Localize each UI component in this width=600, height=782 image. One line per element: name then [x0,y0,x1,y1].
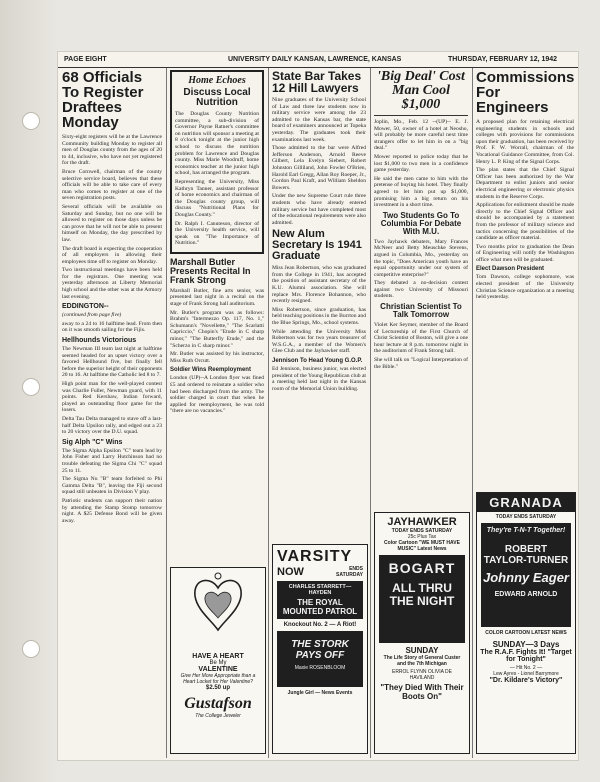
column-5 [476,70,574,490]
ad-film-desc: The Life Story of General Custer and the 7th Michigan [383,655,461,667]
article-paragraph: Miss Jean Robertson, who was graduated from the College in 1941, has accepted the position of assistant secretary of the K.U. Alumni association. She will replace Mrs. Florence Bohannon, who recently resigned. [272,265,366,305]
ad-hit: — Hit No. 2 — [509,665,543,671]
subhead-dawson: Elect Dawson President [476,266,545,273]
ad-tagline: They're T-N-T Together! [486,527,566,534]
headline-state-bar: State Bar Takes 12 Hill Lawyers [272,70,362,95]
ad-price: 25c Plus Tax [407,534,437,540]
column-rule [268,68,269,758]
heart-locket-icon [171,568,265,648]
article-paragraph: Mr. Butler was assisted by his instructor, Miss Ruth Orcutt. [170,351,264,364]
binder-hole [22,378,40,396]
article-paragraph: Mower reported to police today that he lost $1,000 to two men in a confidence game yesterday. [374,153,468,174]
headline-recital: Marshall Butler Presents Recital In Frank Strong [170,256,251,285]
subhead-eddington: EDDINGTON-- [62,303,109,311]
article-paragraph: They debated a no-decision contest against two University of Missouri students. [374,280,468,300]
article-paragraph: Miss Robertson, since graduation, has held teaching positions in the Burrton and the Blue Springs, Mo., school systems. [272,306,366,327]
article-paragraph: Sixty-eight registers will be at the Lawrence Community building Monday to register all men of Douglas county from the ages of 20 to 44, inclusive, who have not yet registered for the draft. [62,134,162,167]
article-paragraph: The Sigma Nu "B" team forfeited to Phi Gamma Delta "B", leaving the Fiji second squad still unbeaten in Division V play. [62,476,162,496]
header-rule [58,67,578,68]
ad-film-title: "They Died With Their Boots On" [380,683,464,701]
ad-film-title: The R.A.F. Fights It! "Target for Tonight" [480,649,572,663]
article-paragraph: Nine graduates of the University School of Law and three law students now in military service were among the 23 admitted to the Kansas bar, the state board of examiners announced at Topeka yesterday. The graduates took their examinations last week. [272,97,366,143]
article-paragraph: She will talk on "Logical Interpretation of the Bible." [374,357,468,370]
article-paragraph: Joplin, Mo., Feb. 12 --(UP)-- E. J. Mower, 50, owner of a hotel at Neosho, will probably be more careful next time strangers offer to let him in on a "big deal." [374,119,468,152]
headline-christian-scientist: Christian Scientist To Talk Tomorrow [380,302,462,320]
article-paragraph: The Sigma Alpha Epsilon "C" team lead by John Fisher and Larry Hutchinson had no trouble defeating the Sigma Chi "C" squad 25 to 11. [62,447,162,474]
column-rule [166,68,167,758]
ad-film-title: "Dr. Kildare's Victory" [489,677,563,684]
subhead-soldier: Soldier Wins Reemployment [170,367,251,374]
home-echoes-box [170,70,264,254]
ad-price: $2.50 up [205,685,230,691]
ad-sunday: SUNDAY [405,646,439,655]
issue-date: THURSDAY, FEBRUARY 12, 1942 [448,56,558,63]
binder-hole [22,640,40,658]
subhead-sig-alph: Sig Alph "C" Wins [62,438,123,446]
masthead-line: UNIVERSITY DAILY KANSAN, LAWRENCE, KANSAS [228,56,402,63]
headline-commissions: Commissions For Engineers [476,70,574,116]
article-paragraph: Two Jayhawk debaters, Mary Frances McNeer and Betty Meuschke Stevens, argued in Columbia, Mo., yesterday on the topic, "Does American youth have an equal opportunity under our system of competitive enterprise?" [374,238,468,278]
column-rule [370,68,371,758]
article-paragraph: The Douglas County Nutrition committee, a sub-division of Governor Payne Ratner's committee on nutrition will sponsor a meeting at 8 o'clock tonight at the junior high school to discuss the nutrition problem for Lawrence and Douglas county. Miss Marie Woodruff, home economics teacher at the junior high school, has arranged the program. [175,111,259,177]
ad-film-second: Knockout No. 2 — A Riot! [283,622,357,628]
headline-big-deal: 'Big Deal' Cost Man Cool $1,000 [374,70,468,116]
continued-note: (continued from page five) [62,312,122,319]
theater-name: JAYHAWKER [387,516,457,528]
column-3 [272,70,366,540]
ad-stars: CHARLES STARRETT—HAYDEN [288,584,352,596]
ad-shorts: Jungle Girl — News Events [287,690,353,696]
article-paragraph: The Newman III team last night at halftime seemed headed for an upset victory over a favored Hellhound five, but finally fell before the superior height of their opponents 20 to 16. At halftime the Catholic led 8 to 7. [62,346,162,379]
box-headline: Discuss Local Nutrition [183,87,251,108]
ad-ends: ENDS SATURDAY [336,566,363,578]
article-paragraph: Those admitted to the bar were Alfred Jefferson Anderson, Arnold Reeve Gilbert, Lela Evelyn Siebert, Robert Johnston Gilliland, John Fowler O'Brien, Harold Earl Gregg, Allan Roy Roeper, Jr., Gordon Paul Kraft, and William Sheldon Bowers. [272,145,366,191]
varsity-ad [272,544,368,754]
article-paragraph: Patriotic students can support their nation by attending the Stamp Stomp tomorrow night. A $25 Defense Bond will be given away. [62,497,162,524]
ad-film-title: ALL THRU THE NIGHT [389,581,455,609]
jayhawker-ad [374,512,470,754]
article-paragraph: The plan states that the Chief Signal Officer has been authorized by the War Department to enlist juniors and senior electrical engineering or electronic physics students in the Reserve Corps. [476,167,574,200]
ad-line: VALENTINE [198,666,238,673]
ad-now: NOW [277,566,304,578]
article-paragraph: A proposed plan for retaining electrical engineering students in schools and colleges with provisions for commissions upon their graduation, has been received by Prof. F. W. Worrall, chairman of the Vocational Guidance Committee, from Col. Henry L. P. King of the Signal Corps. [476,119,574,165]
gustafson-ad [170,567,266,754]
ad-stars: ERROL FLYNN OLIVIA DE HAVILAND [391,669,453,681]
article-paragraph: Under the new Supreme Court rule three students who have already entered military service but have completed most of the educational requirements were also admitted. [272,193,366,226]
ad-line: Be My [209,660,227,666]
box-kicker: Home Echoes [188,75,246,86]
ad-star: BOGART [388,560,456,576]
ad-cartoon: Color Cartoon "WE MUST HAVE MUSIC" Latest News [384,540,460,552]
article-paragraph: Ed Jennison, business junior, was elected president of the Young Republican club at a meeting held last night in the Kansas room of the Memorial Union building. [272,366,366,392]
article-paragraph: While attending the University Miss Robertson was for two years treasurer of W.S.G.A., a member of the Women's Glee Club and the Jayhawker staff. [272,328,366,355]
headline-alum-secretary: New Alum Secretary Is 1941 Graduate [272,228,362,263]
ad-line: HAVE A HEART [192,653,244,660]
article-paragraph: Representing the University, Miss Kathryn Tanner, assistant professor of home economics and chairman of the Douglas county group, will discuss "Nutritional Plans for Douglas County." [175,178,259,218]
column-4 [374,70,468,510]
ad-tagline: The College Jeweler [195,713,241,719]
ad-stars: Maxie ROSENBLOOM [294,665,346,671]
article-paragraph: Marshall Butler, fine arts senior, was presented last night in a recital on the stage of Frank Strong hall auditorium. [170,287,264,308]
article-paragraph: High point man for the well-played contest was Charlie Fuller, Newman guard, with 11 points. Red Kershaw, Indian forward, played an outstanding floor game for the losers. [62,381,162,414]
ad-run-dates: TODAY ENDS SATURDAY [495,514,557,520]
subhead-hellhounds: Hellhounds Victorious [62,337,137,345]
subhead-jennison: Jennison To Head Young G.O.P. [272,358,363,364]
article-paragraph: Applications for enlistment should be made directly to the Chief Signal Officer and should be accompanied by a statement from the professor of military science and tactics concerning the possibilities of the candidate as officer material. [476,202,574,242]
ad-run-dates: TODAY ENDS SATURDAY [391,528,453,534]
binder-hole [22,112,40,130]
column-rule [472,68,473,758]
ad-stars: Lew Ayres - Lionel Barrymore [493,671,559,677]
granada-ad [476,492,576,754]
article-paragraph: Tom Dawson, college sophomore, was elected president of the University Christian Science organization at a meeting held yesterday. [476,274,574,301]
article-paragraph: London (UP)--A London flyer was fined £5 and ordered to reinstate a soldier who had been discharged from the army. The soldier charged in court that when he applied for reemployment, he was told "there are no vacancies." [170,375,264,415]
article-paragraph: Violet Ker Seymer, member of the Board of Lectureship of the First Church of Christ Scientist of Boston, will give a one hour lecture at 8 p.m. tomorrow night in the auditorium of Frank Strong hall. [374,322,468,355]
ad-copy: Give Her More Appropriate than a Heart Locket for Her Valentine? [180,673,256,685]
ad-costar: EDWARD ARNOLD [494,591,558,598]
article-paragraph: away to a 24 to 16 halftime lead. From then on it was smooth sailing for the Fijis. [62,320,162,334]
article-paragraph: Bruce Cornwell, chairman of the county selective service board, believes that these officials will be able to take care of every man who comes to register at one of the seven registration posts. [62,168,162,202]
ad-sunday: SUNDAY—3 Days [492,640,560,649]
headline-debate: Two Students Go To Columbia For Debate With M.U. [380,210,462,236]
theater-name: GRANADA [477,493,575,512]
newspaper-page [58,52,578,760]
article-paragraph: Mr. Butler's program was as follows: Brahm's "Intermezzo Op. 117, No. 1," Schumann's "Novellette," "The Scarlatti Capriccio," Chopin's "Etude in C sharp minor," "The Butterfly Etude," and the "Scherzo in C sharp minor." [170,309,264,349]
article-paragraph: Dr. Ralph I. Canuteson, director of the University health service, will speak on "The Importance of Nutrition." [175,220,259,247]
ad-stars: ROBERT TAYLOR-TURNER [483,544,569,566]
article-paragraph: The draft board is expecting the cooperation of all employers in allowing their employees time off to register on Monday. [62,245,162,265]
article-paragraph: Several officials will be available on Saturday and Sunday, but no one will be allowed to register on those days unless he can prove that he will not be able to present himself on Monday, the day prescribed by law. [62,203,162,243]
article-paragraph: Two instructional meetings have been held for the registrars. One meeting was yesterday afternoon at Liberty Memorial high school and the other was at the Armory last evening. [62,267,162,300]
article-paragraph: He said the men came to him with the pretense of buying his hotel. They finally agreed to let him put up $1,000, promising him a big return on his investment in a short time. [374,175,468,209]
ad-brand: Gustafson [184,695,252,712]
ad-cartoon: COLOR CARTOON LATEST NEWS [485,630,567,636]
page-number: PAGE EIGHT [64,56,107,63]
ad-film-title: THE ROYAL MOUNTED PATROL [282,598,358,616]
theater-name: VARSITY [277,548,353,565]
column-1 [62,70,162,758]
headline-draftees: 68 Officials To Register Draftees Monday [62,70,144,131]
ad-film-title: THE STORK PAYS OFF [291,639,349,661]
article-paragraph: Delta Tau Delta managed to stave off a last-half Delta Upsilon rally, and edged out a 23 to 20 victory over the D.U. squad. [62,415,162,436]
article-paragraph: Two months prior to graduation the Dean of Engineering will notify the Washington office what men will be graduated. [476,243,574,263]
binder-margin [0,0,58,782]
ad-film-title: Johnny Eager [483,570,569,585]
